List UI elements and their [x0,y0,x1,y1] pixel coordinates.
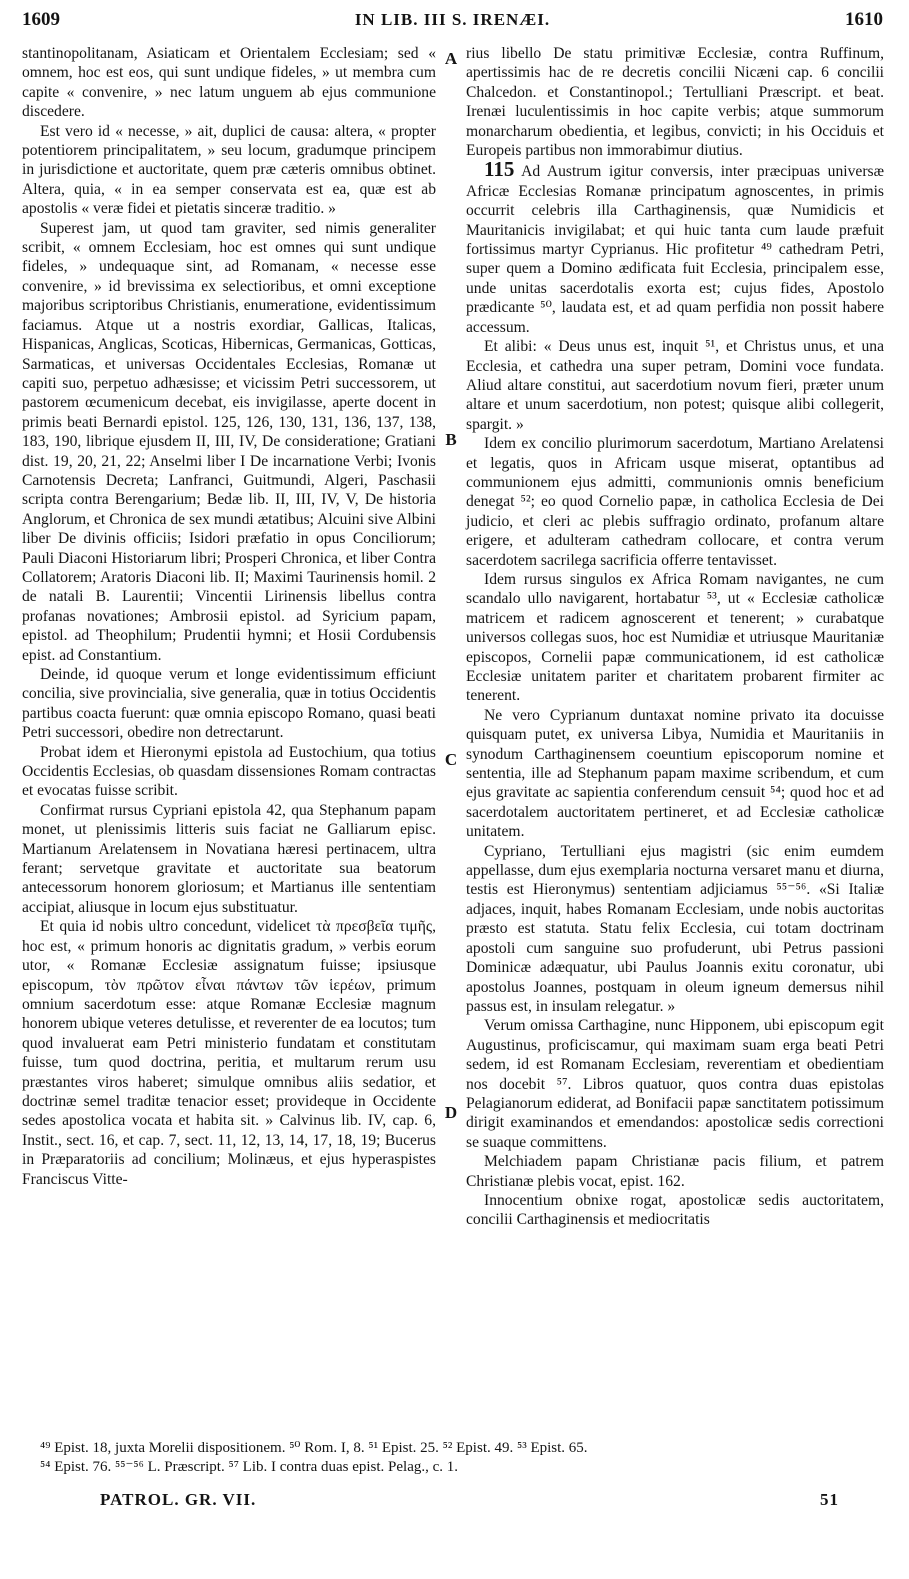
footnote-line: ⁴⁹ Epist. 18, juxta Morelii dispositionem. ⁵⁰ Rom. I, 8. ⁵¹ Epist. 25. ⁵² Epist. 49. ⁵³ Epist. 65. [40,1440,588,1456]
left-page-number: 1609 [22,9,60,30]
running-title: IN LIB. III S. IRENÆI. [354,10,551,29]
right-page-number: 1610 [845,9,883,30]
right-column [466,44,884,1230]
series-label: PATROL. GR. VII. [100,1490,257,1509]
paragraph-with-section-number [466,157,884,337]
paragraph: rius libello De statu primitivæ Ecclesiæ, contra Ruffinum, apertissimis hac de re decretis concilii Nicæni cap. 6 concilii Chalcedon. et Constantinopol.; Tertulliani Præscript. et beat. Irenæi luculentissimis in hoc capite verbis; atque summorum monarcharum obedientia, et legibus, convicti; in his Occiduis et Europeis partibus non immorabimur diutius. [466,45,884,160]
paragraph: Innocentium obnixe rogat, apostolicæ sedis auctoritatem, concilii Carthaginensis et mediocritatis [466,1191,884,1229]
paragraph: Deinde, id quoque verum et longe evidentissimum efficiunt concilia, sive provincialia, sive generalia, quæ in totius Occidentis partibus coacta fuerunt: quæ omnia episcopo Romano, quasi beati Petri successori, obedire non detrectarunt. [22,666,436,742]
paragraph: Ne vero Cyprianum duntaxat nomine privato ita docuisse quisquam putet, ex universa Libya, Numidia et Mauritaniis in synodum Carthaginensem coeuntium episcoporum nomine et sententia, ille ad Stephanum papam maxime scribendum, et cum ejus gravitate ac sapientia conferendum censuit ⁵⁴; quod hoc et ad sacerdotalem auctoritatem pertineret, et ad Ecclesiæ catholicæ unitatem. [466,706,884,841]
paragraph: Melchiadem papam Christianæ pacis filium, et patrem Christianæ plebis vocat, epist. 162. [466,1153,884,1190]
paragraph: Et alibi: « Deus unus est, inquit ⁵¹, et Christus unus, et una Ecclesia, et cathedra una super petram, Domini voce fundata. Aliud altare constitui, aut sacerdotium novum fieri, præter unum altare et unum sacerdotium, non potest; quisque alibi collegerit, spargit. » [466,338,884,433]
footnote-line: ⁵⁴ Epist. 76. ⁵⁵⁻⁵⁶ L. Præscript. ⁵⁷ Lib. I contra duas epist. Pelag., c. 1. [40,1459,459,1475]
margin-marker-c: C [444,750,458,769]
margin-marker-b: B [445,430,457,449]
paragraph: Idem rursus singulos ex Africa Romam navigantes, ne cum scandalo ullo navigarent, hortabatur ⁵³, ut « Ecclesiæ catholicæ matricem et radicem agnoscerent et tenerent; » curabatque universos collegas suos, hoc est Numidiæ et utriusque Mauritaniæ episcopos, Cornelii papæ communicationem, id est catholicæ Ecclesiæ unitatem pariter et charitatem probarent firmiter ac tenerent. [466,570,884,705]
paragraph: Probat idem et Hieronymi epistola ad Eustochium, qua totius Occidentis Ecclesias, ob quasdam dissensiones Romam contractas et evocatas fuisse scribit. [22,743,436,800]
section-number: 115 [484,157,515,182]
paragraph: Verum omissa Carthagine, nunc Hipponem, ubi episcopum egit Augustinus, proficiscamur, qui maximam suam erga beati Petri sedem, id est Romanam Ecclesiam, reverentiam et obedientiam nos docebit ⁵⁷. Libros quatuor, quos contra duas epistolas Pelagianorum ediderat, ad Bonifacii papæ sanctitatem potissimum dirigit examinandos et emendandos: apostolicæ sedis correctioni se suaque committens. [466,1017,884,1151]
paragraph: Est vero id « necesse, » ait, duplici de causa: altera, « propter potentiorem principalitatem, » seu locum, gradumque principem in jurisdictione et auctoritate, quem præ cæteris omnibus obtinet. Altera, quia, « in ea semper conservata est ea, quæ est ab apostolis « veræ fidei et pietatis sinceræ traditio. » [22,122,436,218]
page-footer [100,1490,839,1510]
margin-marker-d: D [444,1103,458,1122]
paragraph: Cypriano, Tertulliani ejus magistri (sic enim eumdem appellasse, dum ejus exemplaria nocturna versaret manu et diurna, testis est Hieronymus) sententiam adjiciamus ⁵⁵⁻⁵⁶. «Si Italiæ adjaces, inquit, habes Romanam Ecclesiam, unde nobis auctoritas præsto est statuta. Statu felix Ecclesia, cui totam doctrinam apostoli cum sanguine suo profuderunt, ubi Petrus passioni Dominicæ adæquatur, ubi Paulus Joannis exitu coronatur, ubi apostolus Joannes, postquam in oleum igneum demersus nihil passus est, in insulam relegatur. » [466,842,884,1015]
paragraph: Et quia id nobis ultro concedunt, videlicet τὰ πρεσβεῖα τιμῆς, hoc est, « primum honoris ac dignitatis gradum, » verbis eorum utor, « Romanæ Ecclesiæ assignatum fuisse; ipsiusque episcopum, τὸν πρῶτον εἶναι πάντων τῶν ἱερέων, primum omnium sacerdotum esse: atque Romanæ Ecclesiæ magnum honorem ubique veteres detulisse, et reverenter de ea locutos; tum quod invaluerat eam Petri ministerio fundatam et constitutam fuisse, tum quod doctrina, peritia, et multarum rerum usu præstantes viros haberet; simulque omnibus aliis sedatior, et doctrinæ semel traditæ tenacior esset; provideque in Occidente sedes apostolica vocata et habita sit. » Calvinus lib. IV, cap. 6, Instit., sect. 16, et cap. 7, sect. 11, 12, 13, 14, 17, 18, 19; Bucerus in Præparatoriis ad concilium; Molinæus, et ejus hyperaspistes Franciscus Vitte- [22,918,436,1188]
paragraph: Idem ex concilio plurimorum sacerdotum, Martiano Arelatensi et legatis, quos in Africam usque miserat, optantibus ad communionem ejus admitti, communionis omnis beneficium denegat ⁵²; eo quod Cornelio papæ, in catholica Ecclesia de Dei judicio, et cleri ac plebis suffragio ordinato, profanum altare erigere, et adulteram cathedram collocare, et contra verum sacerdotem sacrilega sacrificia offerre tentavisset. [466,435,884,569]
paragraph: Superest jam, ut quod tam graviter, sed nimis generaliter scribit, « omnem Ecclesiam, hoc est omnes qui sunt undique fideles, » undequaque sint, ad Romanam, « necesse esse convenire, » id brevissima ex selectioribus, et omni exceptione majoribus scriptoribus Christianis, enumeratione, evidentissimum faciamus. Atque ut a nostris exordiar, Gallicas, Italicas, Hispanicas, Anglicas, Scoticas, Hibernicas, Germanicas, Gotticas, Sarmaticas, et universas Occidentales Ecclesias, Romanæ ut capiti suo, perpetuo adhæsisse; et vicissim Petri successorem, ut pastorem œcumenicum decebat, eis invigilasse, aperte docent in primis beati Bernardi epistol. 125, 126, 130, 131, 136, 137, 138, 183, 190, librique ejusdem II, III, IV, De consideratione; Gratiani dist. 19, 20, 21, 22; Anselmi liber I De incarnatione Verbi; Ivonis Carnotensis Decreta; Lanfranci, Guitmundi, Algeri, Paschasii scripta contra Berengarium; Bedæ lib. II, III, IV, V, De historia Anglorum, et Chronica de sex mundi ætatibus; Alcuini sive Albini liber De divinis officiis; Isidori præfatio in opus Conciliorum; Pauli Diaconi Historiarum libri; Prosperi Chronica, et liber Contra Collatorem; Aratoris Diaconi lib. II; Maximi Taurinensis homil. 2 de natali B. Laurentii; Vincentii Lirinensis libellus contra profanas novationes; Ambrosii epistol. ad Syricium papam, epistol. ad Theophilum; Prudentii hymni; et Hosii Cordubensis epist. ad Constantium. [22,219,436,664]
paragraph: Confirmat rursus Cypriani epistola 42, qua Stephanum papam monet, ut plenissimis litteris suis faciat ne Galliarum episc. Martianum Arelatensem in Novatiana hæresi pertinacem, ultra ferant; servetque gravitate et auctoritate sua beatorum antecessorum honorem gloriosum; et Martianus ille sententiam accipiat, aliusque in locum ejus substituatur. [22,801,436,916]
running-header [22,6,883,34]
paragraph-text: Ad Austrum igitur conversis, inter præcipuas universæ Africæ Ecclesias Romanæ principatum agnoscentes, in primis occurrit celebris illa Carthaginensis, quæ Numidicis et Mauritanicis invigilabat; et qui huic tanta cum laude præfuit fortissimus martyr Cyprianus. Hic profitetur ⁴⁹ cathedram Petri, super quem a Domino ædificata fuit Ecclesia, principalem esse, unde unitas sacerdotalis exorta est; cujus fides, Apostolo prædicante ⁵⁰, laudata est, et ad quam perfidia non possit habere accessum. [466,163,884,336]
footnotes [22,1439,883,1477]
paragraph: stantinopolitanam, Asiaticam et Orientalem Ecclesiam; sed « omnem, hoc est eos, qui sunt undique fideles, » ut membra cum capite « convenire, » nec latum unguem ab ejus communione discedere. [22,45,436,121]
margin-marker-a: A [444,49,458,68]
left-column [22,44,436,1189]
signature-number: 51 [820,1490,839,1509]
